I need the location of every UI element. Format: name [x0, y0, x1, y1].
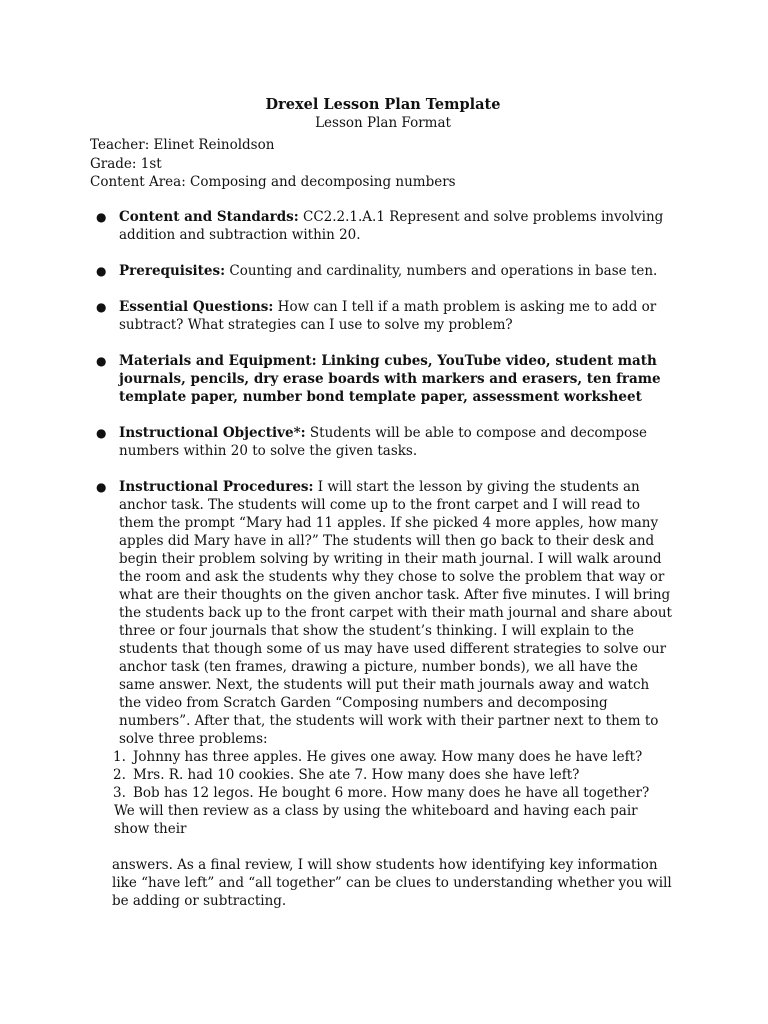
section-label: Prerequisites:: [119, 262, 226, 279]
section-instructional-objective: [90, 424, 672, 460]
section-text: I will start the lesson by giving the students an anchor task. The students will come up to the front carpet and I will read to them the prompt “Mary had 11 apples. If she picked 4 more apples, how many apples did Mary have in all?” The students will then go back to their desk and begin their problem solving by writing in their math journal. I will walk around the room and ask the students why they chose to solve the problem that way or what are their thoughts on the given anchor task. After five minutes. I will bring the students back up to the front carpet with their math journal and share about three or four journals that show the student’s thinking. I will explain to the students that though some of us may have used different strategies to solve our anchor task (ten frames, drawing a picture, number bonds), we all have the same answer. Next, the students will put their math journals away and watch the video from Scratch Garden “Composing numbers and decomposing numbers”. After that, the students will work with their partner next to them to solve three problems:: [119, 478, 672, 747]
section-essential-questions: [90, 298, 672, 334]
section-label: Essential Questions:: [119, 298, 274, 315]
section-content-standards: [90, 208, 672, 244]
document-subtitle: Lesson Plan Format: [315, 115, 451, 131]
content-area-line: Content Area: Composing and decomposing numbers: [90, 174, 456, 190]
document-title: Drexel Lesson Plan Template: [265, 96, 501, 113]
problem-number: 1.: [113, 748, 126, 765]
grade-line: Grade: 1st: [90, 155, 162, 172]
problem-text: Johnny has three apples. He gives one away. How many does he have left?: [133, 748, 643, 765]
list-item: [113, 766, 672, 784]
section-label: Instructional Procedures:: [119, 478, 314, 495]
section-label: Instructional Objective*:: [119, 424, 306, 441]
section-text: Students will be able to compose and decompose numbers within 20 to solve the given tasks.: [119, 424, 648, 459]
section-text: How can I tell if a math problem is asking me to add or subtract? What strategies can I use to solve my problem?: [119, 298, 657, 333]
list-item: [113, 784, 672, 802]
section-label: Content and Standards:: [119, 208, 299, 225]
closing-paragraph-line1: We will then review as a class by using the whiteboard and having each pair show their: [114, 802, 638, 837]
paragraph-gap: [90, 838, 672, 856]
problem-text: Bob has 12 legos. He bought 6 more. How many does he have all together?: [133, 784, 650, 801]
lesson-sections: [90, 208, 672, 748]
closing-paragraph-line2: answers. As a final review, I will show students how identifying key information like “have left” and “all together” can be clues to understanding whether you will be adding or subtracting.: [112, 856, 672, 909]
bullet-icon: ●: [96, 353, 107, 368]
section-materials-equipment: [90, 352, 672, 406]
bullet-icon: ●: [96, 263, 107, 278]
section-instructional-procedures: [90, 478, 672, 748]
section-text: Counting and cardinality, numbers and operations in base ten.: [225, 262, 658, 279]
problem-number: 3.: [113, 784, 126, 801]
list-item: [113, 748, 672, 766]
section-text: Linking cubes, YouTube video, student math journals, pencils, dry erase boards with markers and erasers, ten frame template paper, number bond template paper, assessment worksheet: [119, 352, 661, 405]
bullet-icon: ●: [96, 425, 107, 440]
bullet-icon: ●: [96, 209, 107, 224]
bullet-icon: ●: [96, 479, 107, 494]
bullet-icon: ●: [96, 299, 107, 314]
problem-list: [90, 748, 672, 802]
problem-text: Mrs. R. had 10 cookies. She ate 7. How many does she have left?: [133, 766, 580, 783]
section-prerequisites: [90, 262, 672, 280]
teacher-line: Teacher: Elinet Reinoldson: [90, 137, 275, 153]
section-label: Materials and Equipment:: [119, 352, 317, 369]
section-text: CC2.2.1.A.1 Represent and solve problems involving addition and subtraction within 20.: [119, 208, 664, 243]
problem-number: 2.: [113, 766, 126, 783]
